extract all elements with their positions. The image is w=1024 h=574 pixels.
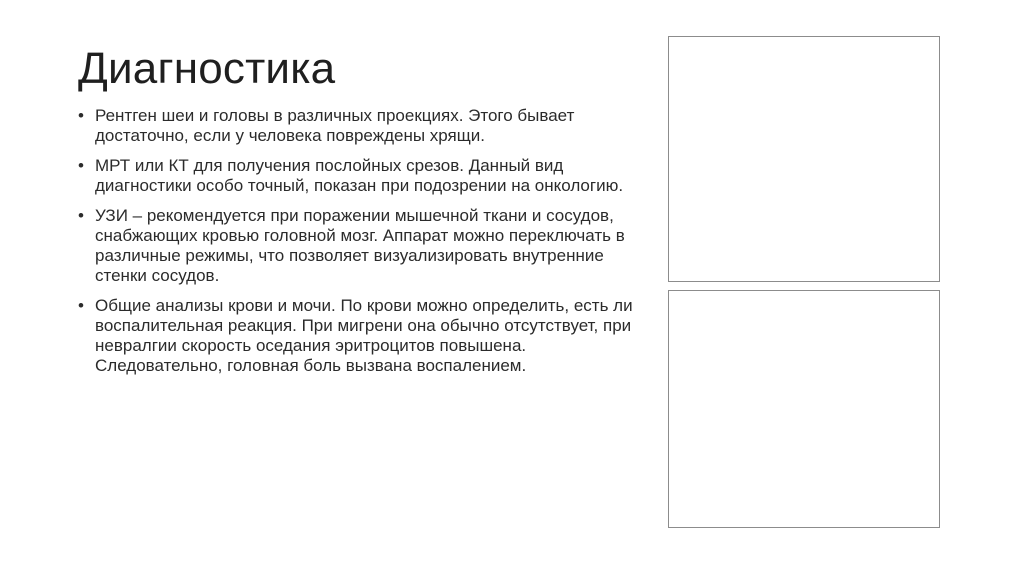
bullet-list: [78, 106, 658, 386]
bullet-text: • Рентген шеи и головы в различных проекциях. Этого бывает достаточно, если у человека повреждены хрящи.: [95, 106, 575, 145]
bullet-text: • УЗИ – рекомендуется при поражении мышечной ткани и сосудов, снабжающих кровью головной мозг. Аппарат можно переключать в различные режимы, что позволяет визуализировать внутренние стенки сосудов.: [95, 206, 625, 285]
image-placeholder-top: [668, 36, 940, 282]
bullet-text: • МРТ или КТ для получения послойных срезов. Данный вид диагностики особо точный, показан при подозрении на онкологию.: [95, 156, 624, 195]
slide-title: Диагностика: [78, 44, 336, 93]
bullet-item-xray: [78, 106, 658, 146]
bullet-item-ultrasound: [78, 206, 658, 286]
image-placeholder-bottom: [668, 290, 940, 528]
bullet-item-blood-tests: [78, 296, 658, 376]
bullet-text: • Общие анализы крови и мочи. По крови можно определить, есть ли воспалительная реакция. При мигрени она обычно отсутствует, при невралгии скорость оседания эритроцитов повышена. Следовательно, головная боль вызвана воспалением.: [95, 296, 633, 375]
bullet-item-mri-ct: [78, 156, 658, 196]
